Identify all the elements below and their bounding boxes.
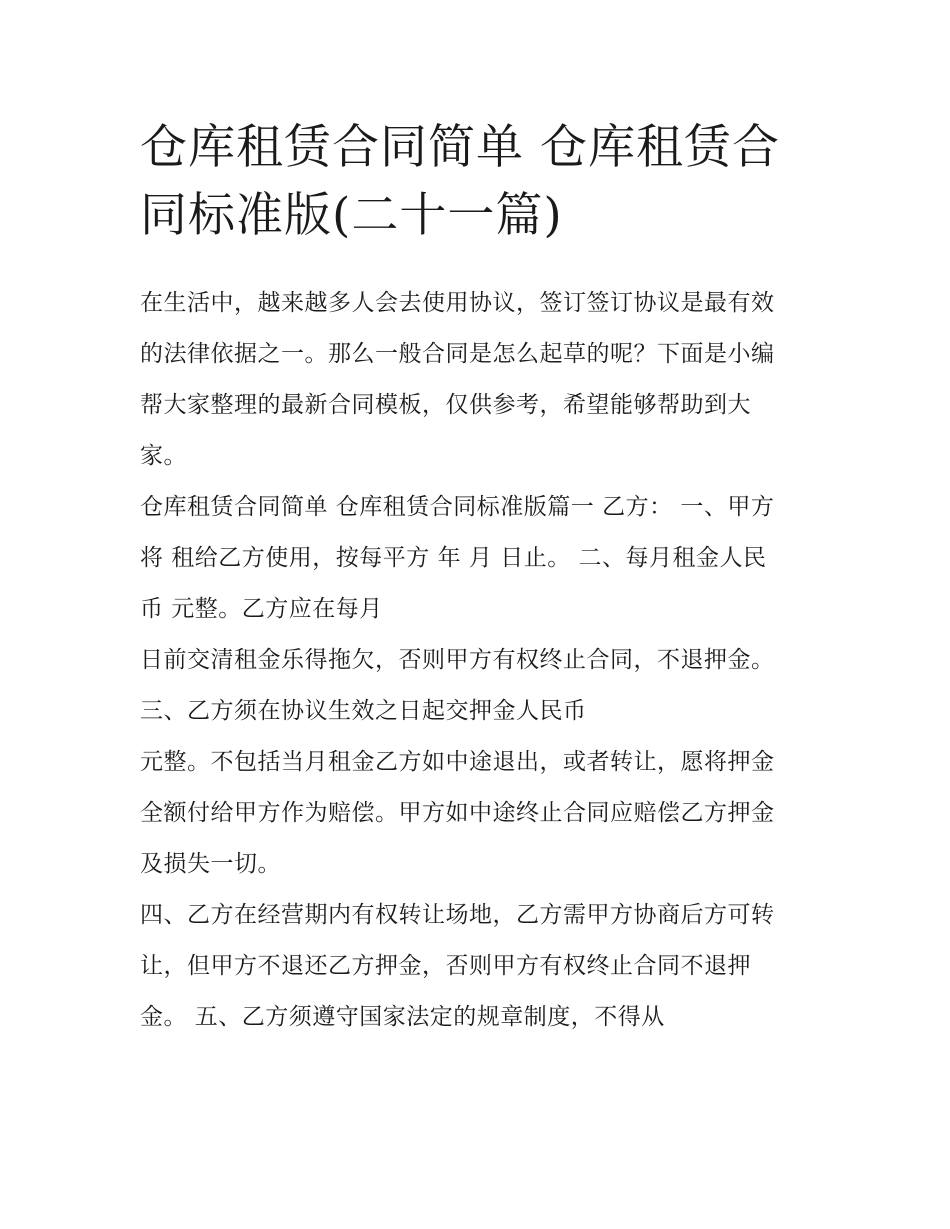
body-line: 家。	[140, 443, 187, 469]
body-line: 及损失一切。	[140, 851, 281, 877]
body-line: 币 元整。乙方应在每月	[140, 596, 383, 622]
body-line: 帮大家整理的最新合同模板，仅供参考，希望能够帮助到大	[140, 392, 751, 418]
body-line: 四、乙方在经营期内有权转让场地，乙方需甲方协商后方可转	[140, 902, 775, 928]
body-line: 日前交清租金乐得拖欠，否则甲方有权终止合同，不退押金。	[140, 647, 775, 673]
title-line-1: 仓库租赁合同简单 仓库租赁合	[140, 120, 780, 175]
body-line: 全额付给甲方作为赔偿。甲方如中途终止合同应赔偿乙方押金	[140, 800, 775, 826]
document-title	[140, 114, 820, 250]
body-line: 仓库租赁合同简单 仓库租赁合同标准版篇一 乙方： 一、甲方	[140, 494, 775, 520]
body-line: 让，但甲方不退还乙方押金，否则甲方有权终止合同不退押	[140, 953, 751, 979]
body-line: 元整。不包括当月租金乙方如中途退出，或者转让，愿将押金	[140, 749, 775, 775]
body-line: 将 租给乙方使用，按每平方 年 月 日止。 二、每月租金人民	[140, 545, 767, 571]
body-line: 的法律依据之一。那么一般合同是怎么起草的呢？下面是小编	[140, 341, 775, 367]
body-line: 金。 五、乙方须遵守国家法定的规章制度，不得从	[140, 1004, 665, 1030]
title-line-2: 同标准版(二十一篇)	[140, 188, 563, 243]
body-line: 在生活中，越来越多人会去使用协议，签订签订协议是最有效	[140, 290, 775, 316]
document-body	[140, 278, 830, 1043]
body-line: 三、乙方须在协议生效之日起交押金人民币	[140, 698, 587, 724]
